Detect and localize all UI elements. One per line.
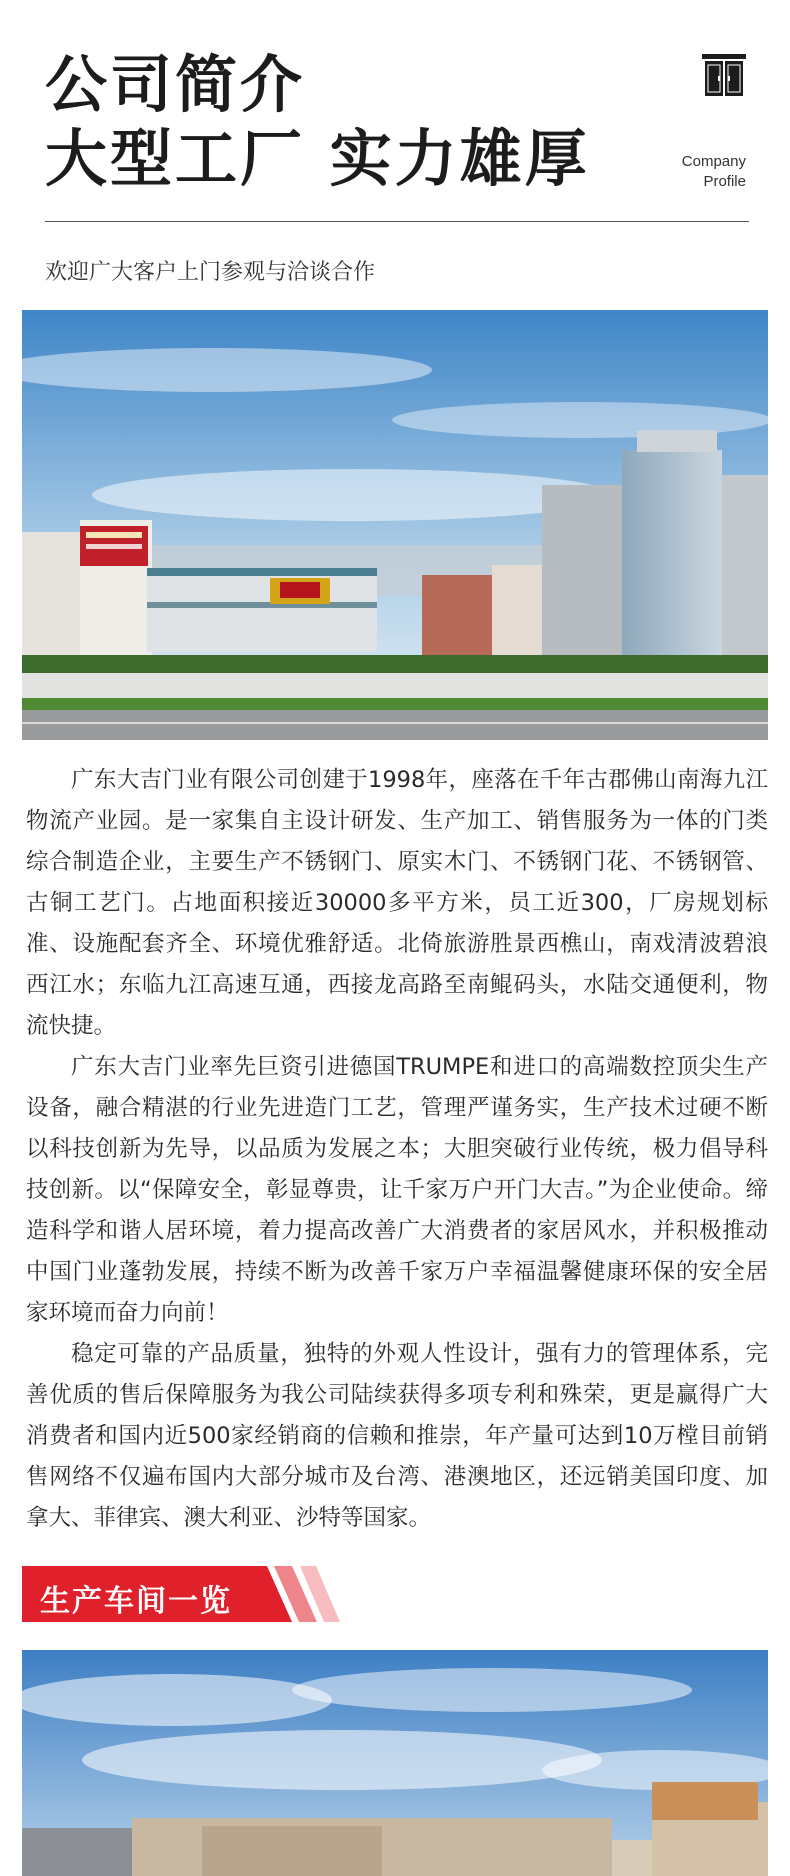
company-profile-label xyxy=(682,152,746,192)
workshop-photo xyxy=(22,1650,768,1876)
page-title-line-2: 大型工厂 实力雄厚 xyxy=(45,122,590,195)
factory-photo xyxy=(22,310,768,740)
intro-paragraph: 广东大吉门业有限公司创建于1998年，座落在千年古郡佛山南海九江物流产业园。是一家集自主设计研发、生产加工、销售服务为一体的门类综合制造企业，主要生产不锈钢门、原实木门、不锈钢门花、不锈钢管、古铜工艺门。占地面积接近30000多平方米，员工近300，厂房规划标准、设施配套齐全、环境优雅舒适。北倚旅游胜景西樵山，南戏清波碧浪西江水；东临九江高速互通，西接龙高路至南鲲码头，水陆交通便利，物流快捷。 xyxy=(26,767,768,1039)
intro-paragraph: 广东大吉门业率先巨资引进德国TRUMPE和进口的高端数控顶尖生产设备，融合精湛的行业先进造门工艺，管理严谨务实，生产技术过硬不断以科技创新为先导，以品质为发展之本；大胆突破行业传统，极力倡导科技创新。以“保障安全，彰显尊贵，让千家万户开门大吉。”为企业使命。缔造科学和谐人居环境，着力提高改善广大消费者的家居风水，并积极推动中国门业蓬勃发展，持续不断为改善千家万户幸福温馨健康环保的安全居家环境而奋力向前！ xyxy=(26,1054,768,1326)
en-label-line-2: Profile xyxy=(703,173,746,190)
section-title: 生产车间一览 xyxy=(40,1584,232,1619)
en-label-line-1: Company xyxy=(681,153,746,170)
header-divider xyxy=(45,221,749,222)
section-header xyxy=(22,1566,342,1622)
subtitle: 欢迎广大客户上门参观与洽谈合作 xyxy=(45,260,376,285)
intro-paragraph: 稳定可靠的产品质量，独特的外观人性设计，强有力的管理体系，完善优质的售后保障服务为我公司陆续获得多项专利和殊荣，更是赢得广大消费者和国内近500家经销商的信赖和推崇，年产量可达到10万樘目前销售网络不仅遍布国内大部分城市及台湾、港澳地区，还远销美国印度、加拿大、菲律宾、澳大利亚、沙特等国家。 xyxy=(26,1341,768,1531)
page-title-line-1: 公司简介 xyxy=(45,48,306,121)
door-icon xyxy=(702,54,746,96)
company-intro xyxy=(26,760,768,1539)
